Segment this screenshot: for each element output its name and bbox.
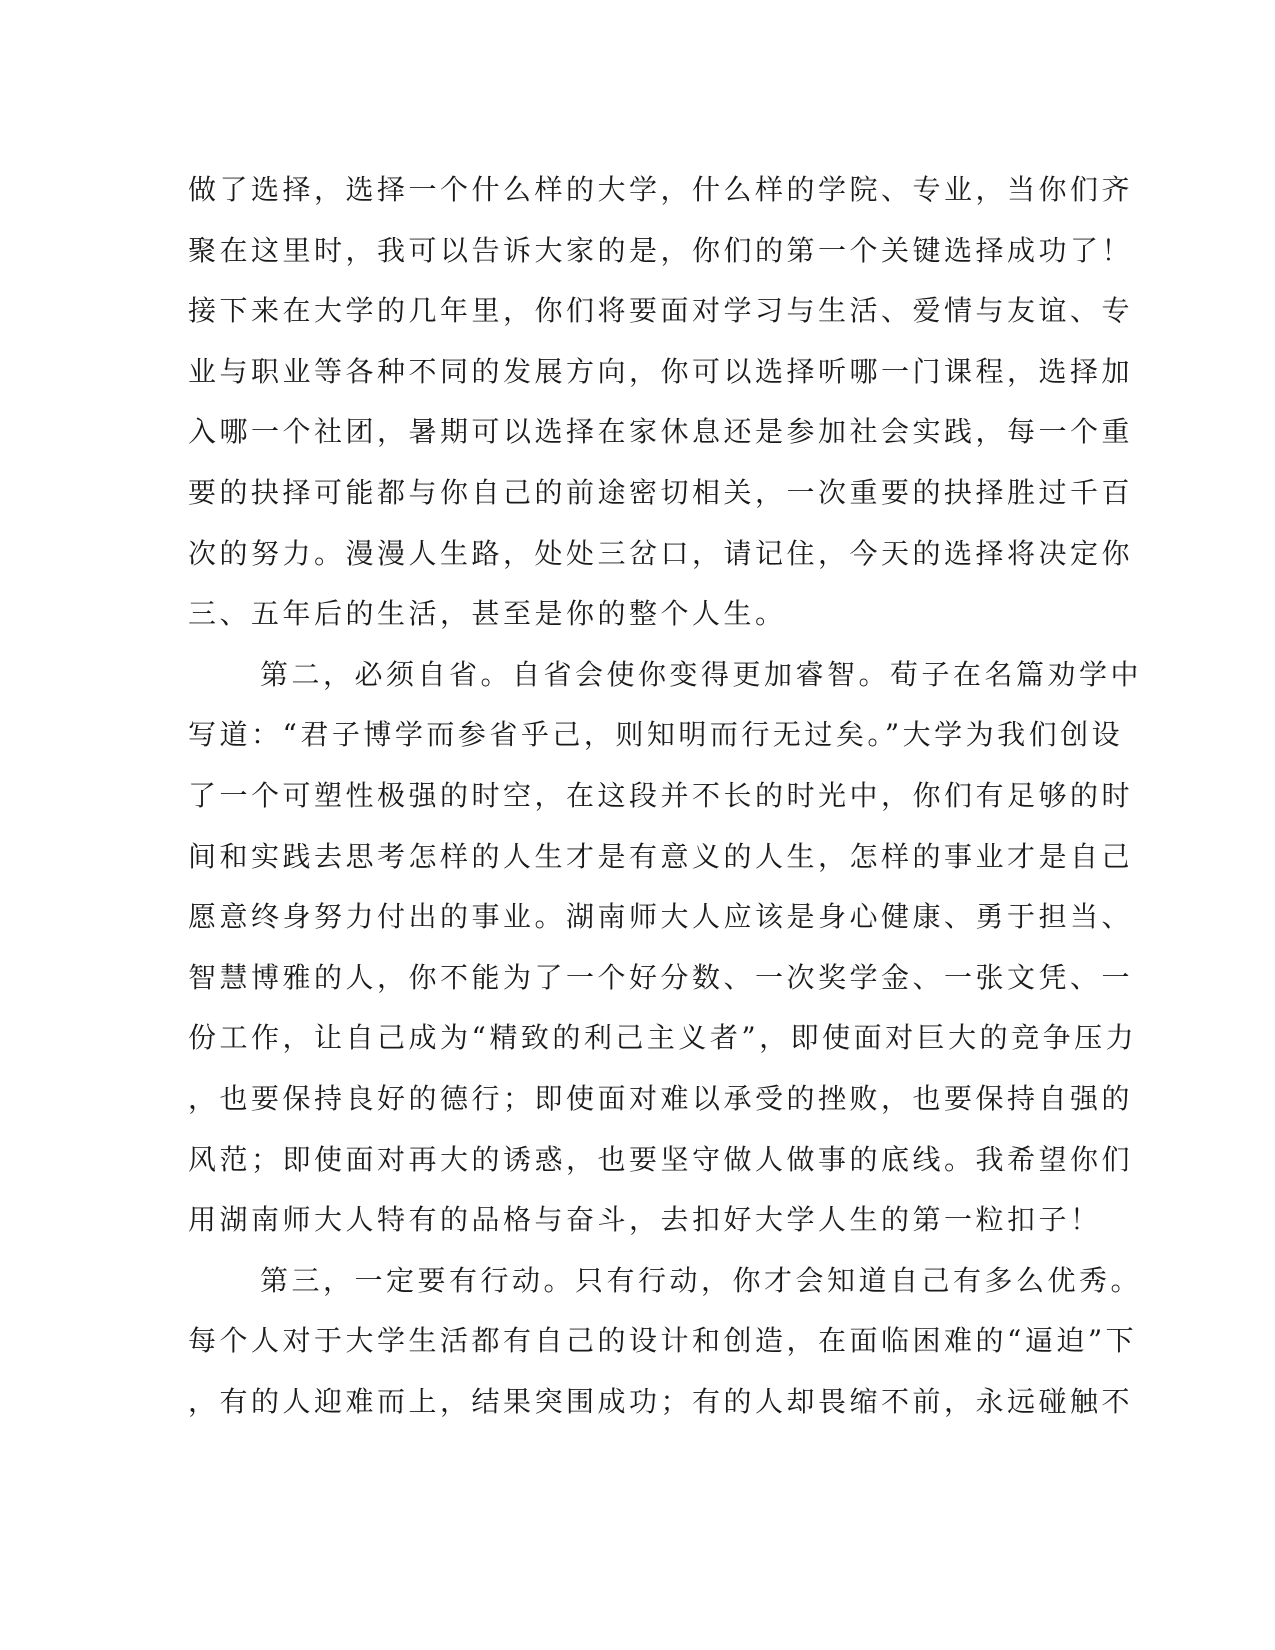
text-line: 三、五年后的生活，甚至是你的整个人生。: [188, 597, 787, 631]
text-line: 每个人对于大学生活都有自己的设计和创造，在面临困难的“逼迫”下: [188, 1324, 1138, 1358]
text-line: 智慧博雅的人，你不能为了一个好分数、一次奖学金、一张文凭、一: [188, 960, 1134, 994]
text-line: 要的抉择可能都与你自己的前途密切相关，一次重要的抉择胜过千百: [188, 475, 1134, 509]
text-line: 用湖南师大人特有的品格与奋斗，去扣好大学人生的第一粒扣子！: [188, 1203, 1102, 1237]
text-line: 写道：“君子博学而参省乎己，则知明而行无过矣。”大学为我们创设: [188, 718, 1124, 752]
text-line: 业与职业等各种不同的发展方向，你可以选择听哪一门课程，选择加: [188, 354, 1134, 388]
text-line: 愿意终身努力付出的事业。湖南师大人应该是身心健康、勇于担当、: [188, 900, 1134, 934]
text-line: 聚在这里时，我可以告诉大家的是，你们的第一个关键选择成功了！: [188, 233, 1134, 267]
text-line: 了一个可塑性极强的时空，在这段并不长的时光中，你们有足够的时: [188, 778, 1134, 812]
body-text: [188, 160, 1143, 1432]
text-line: ，有的人迎难而上，结果突围成功；有的人却畏缩不前，永远碰触不: [188, 1384, 1134, 1418]
text-line: 风范；即使面对再大的诱惑，也要坚守做人做事的底线。我希望你们: [188, 1142, 1134, 1176]
text-line: 次的努力。漫漫人生路，处处三岔口，请记住，今天的选择将决定你: [188, 536, 1134, 570]
text-line: 份工作，让自己成为“精致的利己主义者”，即使面对巨大的竞争压力: [188, 1021, 1138, 1055]
text-line: ，也要保持良好的德行；即使面对难以承受的挫败，也要保持自强的: [188, 1081, 1134, 1115]
text-line: 间和实践去思考怎样的人生才是有意义的人生，怎样的事业才是自己: [188, 839, 1134, 873]
paragraph-start-line: 第二，必须自省。自省会使你变得更加睿智。荀子在名篇劝学中: [260, 657, 1143, 691]
paragraph-start-line: 第三，一定要有行动。只有行动，你才会知道自己有多么优秀。: [260, 1263, 1143, 1297]
text-line: 入哪一个社团，暑期可以选择在家休息还是参加社会实践，每一个重: [188, 415, 1134, 449]
text-line: 做了选择，选择一个什么样的大学，什么样的学院、专业，当你们齐: [188, 173, 1134, 206]
text-line: 接下来在大学的几年里，你们将要面对学习与生活、爱情与友谊、专: [188, 294, 1134, 328]
